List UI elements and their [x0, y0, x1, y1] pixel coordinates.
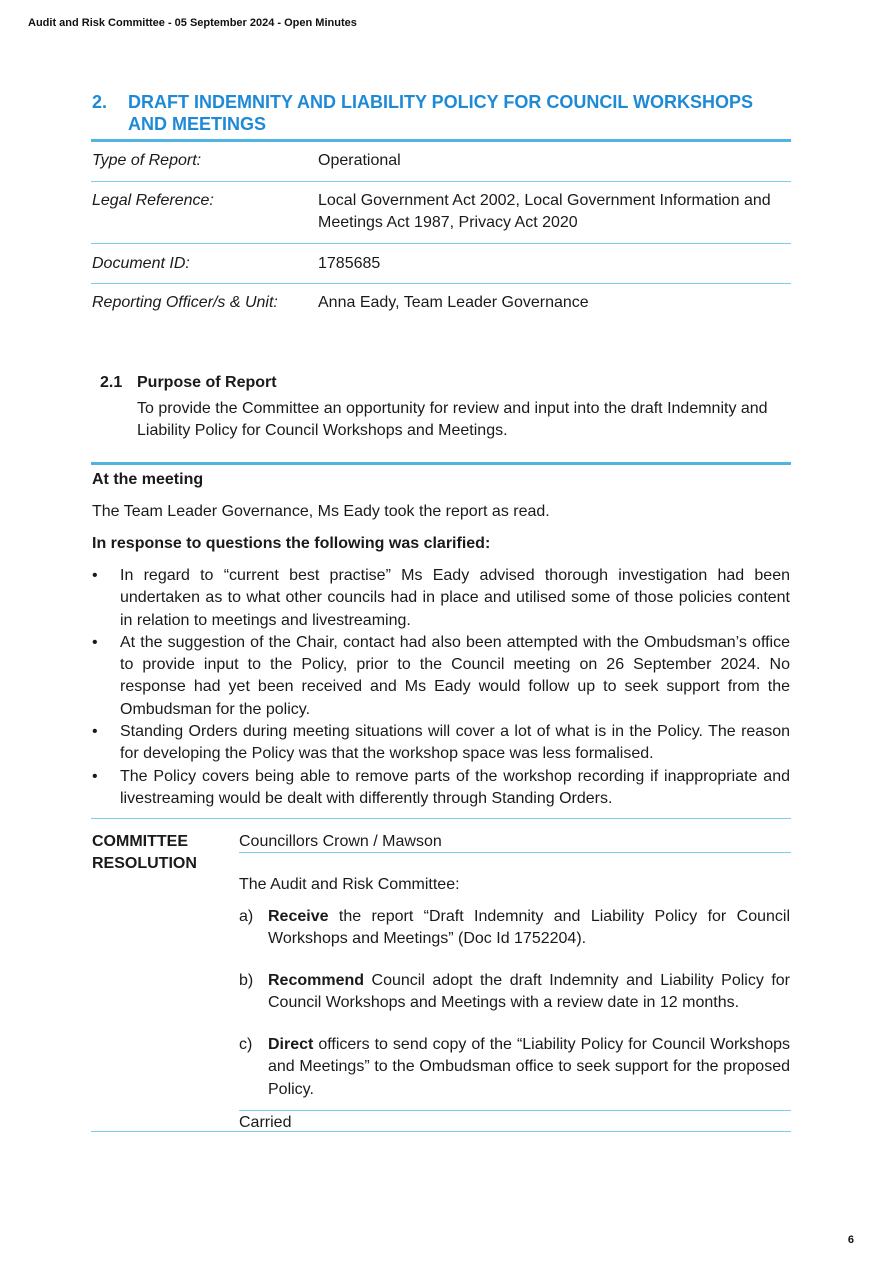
meta-value-officer: Anna Eady, Team Leader Governance [318, 294, 589, 311]
resolution-item-letter: a) [239, 908, 254, 925]
resolution-intro: The Audit and Risk Committee: [239, 876, 460, 893]
bullet-icon: • [92, 767, 98, 785]
report-title-text: DRAFT INDEMNITY AND LIABILITY POLICY FOR COUNCIL WORKSHOPS AND MEETINGS [128, 92, 754, 134]
resolution-label-line1: COMMITTEE [92, 833, 188, 850]
purpose-number: 2.1 [100, 374, 123, 391]
resolution-item-text: Council adopt the draft Indemnity and Liability Policy for Council Workshops and Meetings with a review date in 12 months. [268, 972, 790, 1012]
list-item [92, 721, 790, 766]
resolution-item-verb: Direct [268, 1036, 314, 1053]
list-item [92, 565, 790, 632]
resolution-item-verb: Receive [268, 908, 329, 925]
clarified-heading: In response to questions the following was clarified: [92, 535, 491, 552]
page-number: 6 [847, 1234, 854, 1246]
resolution-item-letter: c) [239, 1036, 253, 1053]
resolution-top-rule [91, 818, 791, 819]
meta-value-docid: 1785685 [318, 255, 381, 272]
meta-label-legal: Legal Reference: [92, 192, 214, 209]
resolution-item-text: the report “Draft Indemnity and Liability Policy for Council Workshops and Meetings” (Doc Id 1752204). [268, 908, 790, 948]
movers-rule [239, 852, 791, 853]
list-item-text: The Policy covers being able to remove parts of the workshop recording if inappropriate and livestreaming would be dealt with differently through Standing Orders. [120, 767, 790, 807]
resolution-label-line2: RESOLUTION [92, 855, 197, 872]
meeting-intro: The Team Leader Governance, Ms Eady took the report as read. [92, 503, 550, 520]
resolution-movers: Councillors Crown / Mawson [239, 833, 442, 850]
resolution-bottom-rule [91, 1131, 791, 1132]
meeting-heading: At the meeting [92, 471, 204, 488]
bullet-icon: • [92, 633, 98, 651]
meeting-rule [91, 462, 791, 465]
list-item-text: In regard to “current best practise” Ms Eady advised thorough investigation had been undertaken as to what other councils had in place and utilised some of those policies content in relation to meetings and livestreaming. [120, 567, 790, 629]
clarification-list [92, 565, 790, 810]
bullet-icon: • [92, 567, 98, 584]
list-item-text: Standing Orders during meeting situations will cover a lot of what is in the Policy. The reason for developing the Policy was that the workshop space was less formalised. [120, 723, 790, 763]
resolution-outcome: Carried [239, 1114, 292, 1131]
purpose-heading: Purpose of Report [137, 374, 277, 391]
meta-divider [91, 243, 791, 244]
resolution-item-c [239, 1034, 790, 1101]
outcome-rule [239, 1110, 791, 1111]
meta-value-legal: Local Government Act 2002, Local Government Information and Meetings Act 1987, Privacy Act 2020 [318, 192, 771, 231]
resolution-item-letter: b) [239, 972, 254, 989]
meta-value-type: Operational [318, 152, 401, 169]
resolution-item-verb: Recommend [268, 972, 365, 989]
title-rule [91, 139, 791, 142]
meta-label-docid: Document ID: [92, 255, 190, 272]
meta-label-officer: Reporting Officer/s & Unit: [92, 294, 278, 311]
report-number: 2. [92, 92, 108, 112]
list-item-text: At the suggestion of the Chair, contact had also been attempted with the Ombudsman’s office to provide input to the Policy, prior to the Council meeting on 26 September 2024. No response had yet been received and Ms Eady would follow up to seek support from the Ombudsman for the policy. [120, 633, 790, 718]
resolution-item-text: officers to send copy of the “Liability Policy for Council Workshops and Meetings” to the Ombudsman office to seek support for the proposed Policy. [268, 1036, 790, 1098]
resolution-item-b [239, 970, 790, 1015]
bullet-icon: • [92, 723, 98, 741]
list-item [92, 632, 790, 721]
resolution-item-a [239, 906, 790, 951]
list-item [92, 766, 790, 811]
meta-divider [91, 181, 791, 182]
resolution-label [92, 831, 222, 875]
running-header: Audit and Risk Committee - 05 September 2024 - Open Minutes [28, 17, 357, 29]
meta-divider [91, 283, 791, 284]
purpose-body: To provide the Committee an opportunity for review and input into the draft Indemnity and Liability Policy for Council Workshops and Meetings. [137, 400, 768, 439]
meta-label-type: Type of Report: [92, 152, 202, 169]
